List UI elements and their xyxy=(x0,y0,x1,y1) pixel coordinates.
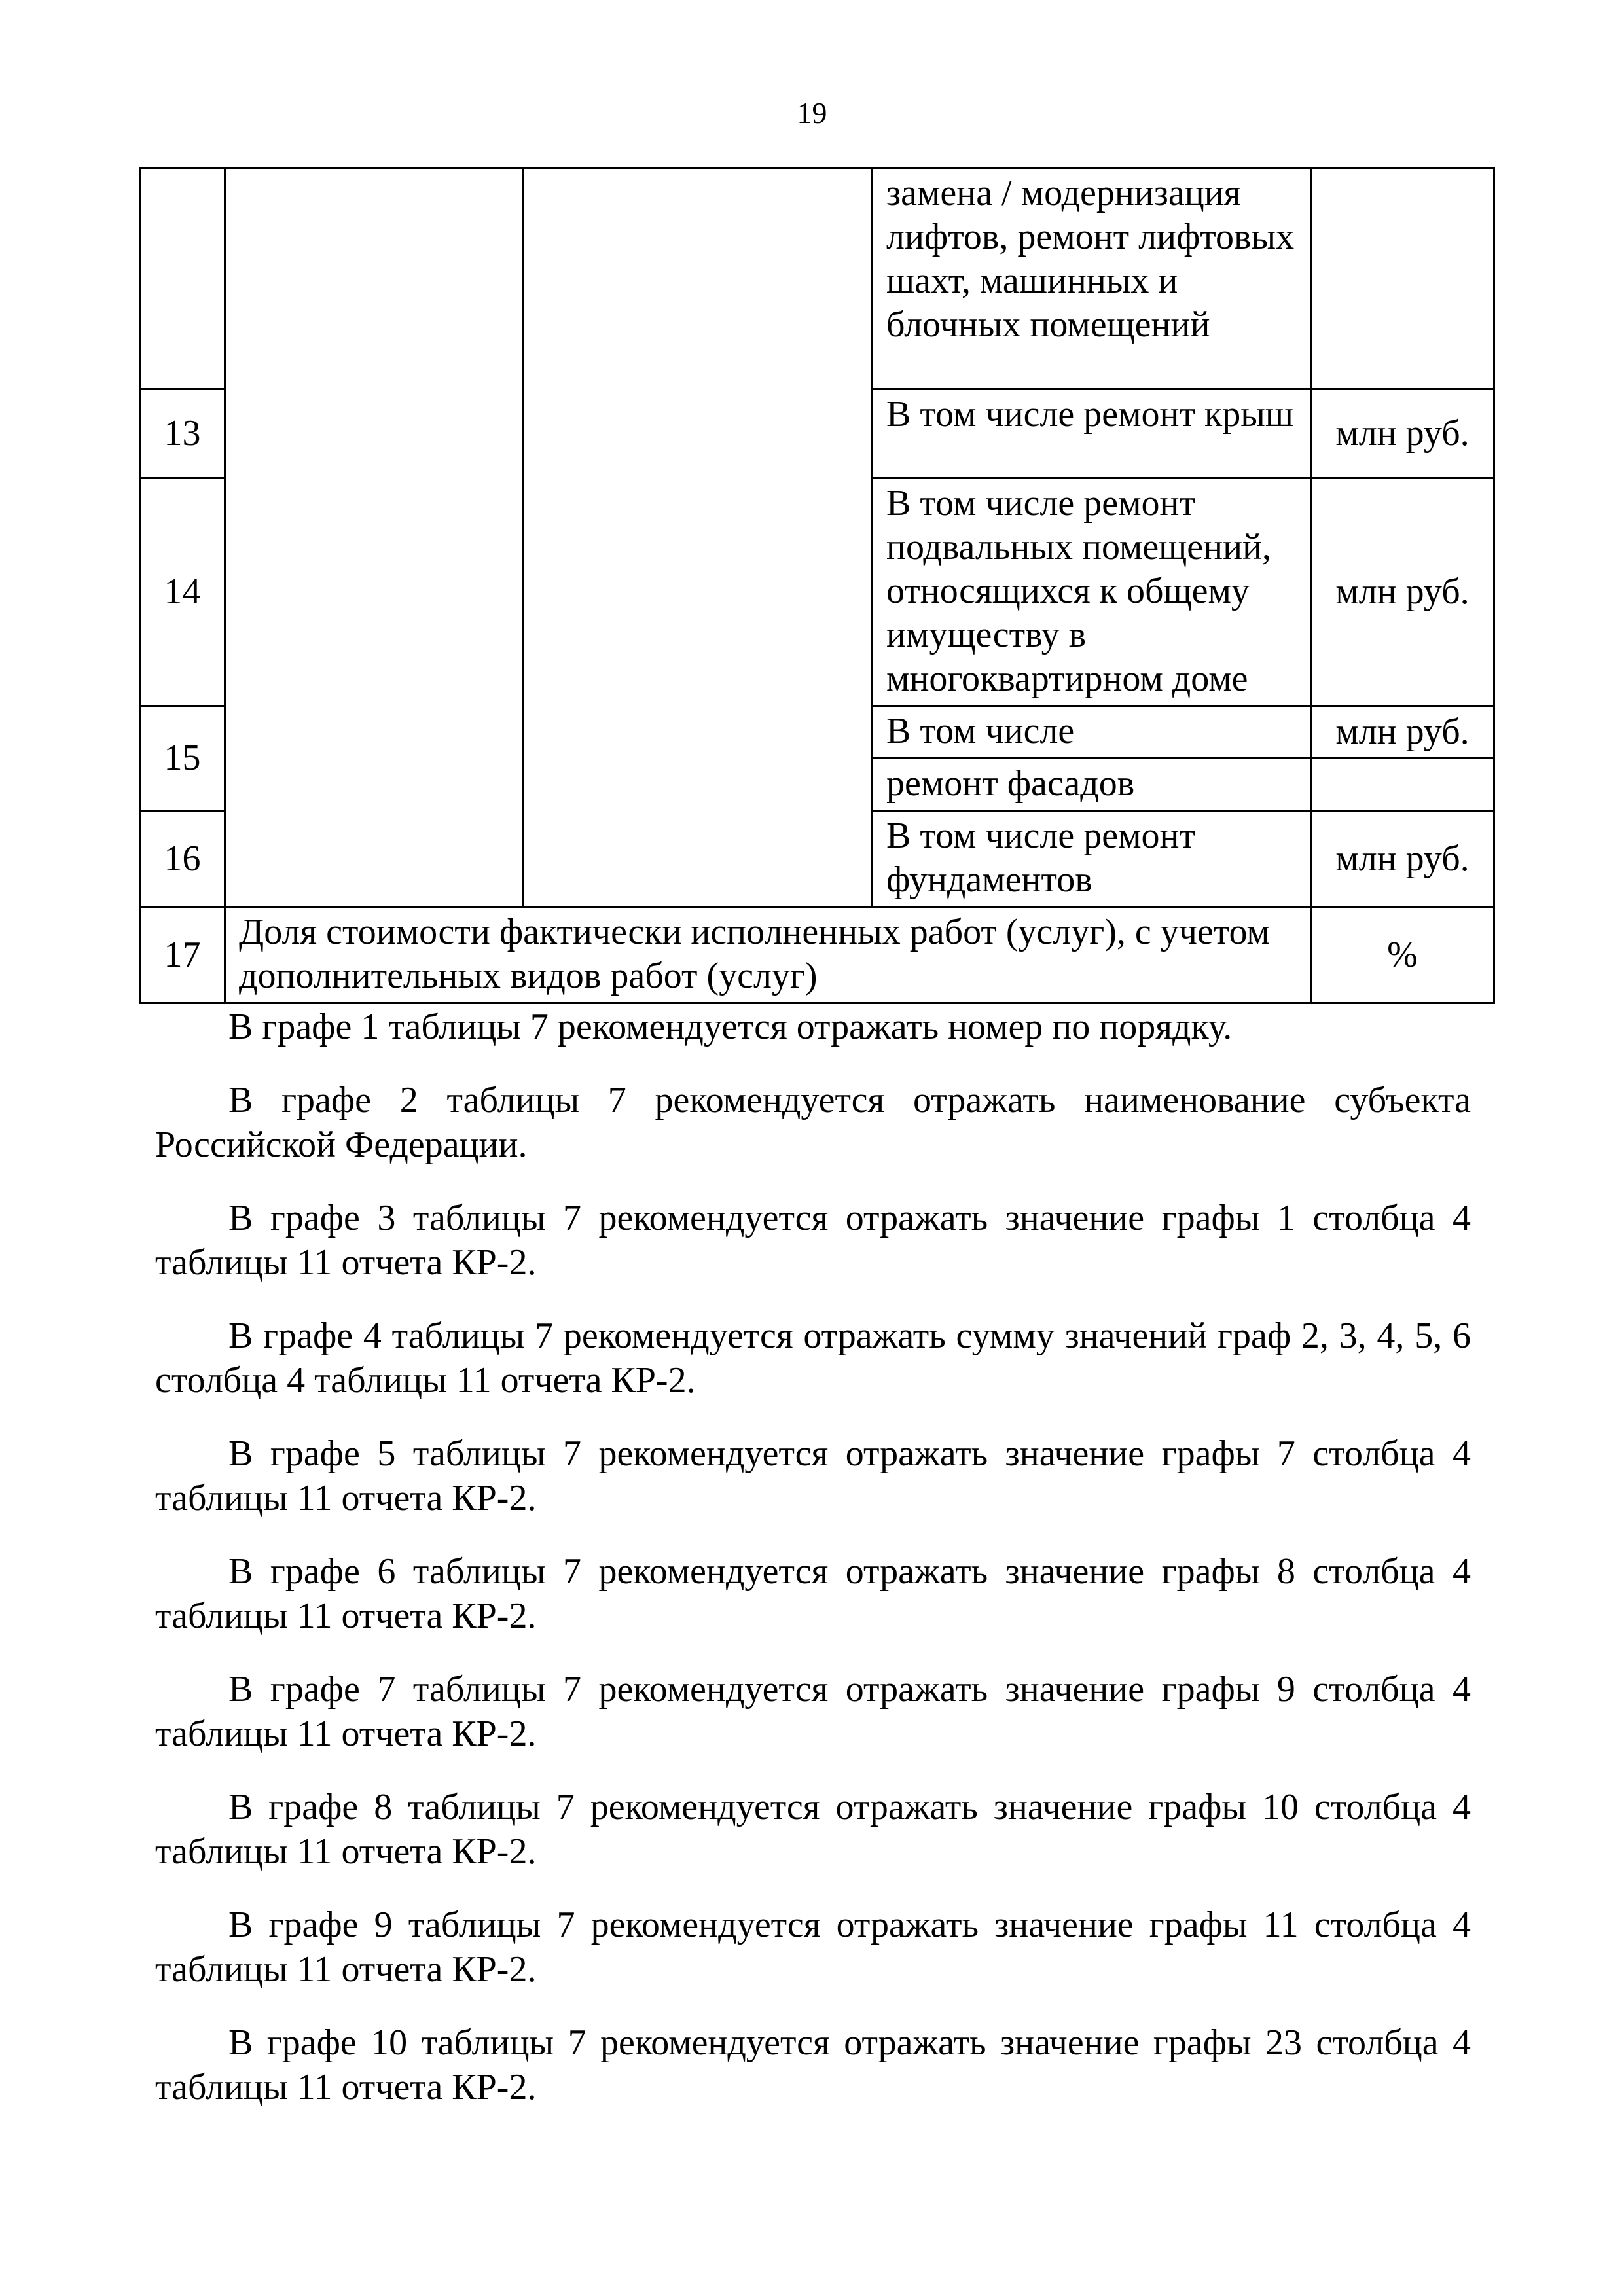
row-description: замена / модернизация лифтов, ремонт лифтовых шахт, машинных и блочных помещений xyxy=(873,168,1311,389)
row-unit xyxy=(1311,759,1494,811)
row-description: В том числе ремонт фундаментов xyxy=(873,811,1311,907)
row-unit: млн руб. xyxy=(1311,478,1494,706)
row-number: 17 xyxy=(140,907,225,1003)
row-unit: млн руб. xyxy=(1311,706,1494,759)
row-unit xyxy=(1311,168,1494,389)
row-number: 16 xyxy=(140,811,225,907)
paragraph: В графе 8 таблицы 7 рекомендуется отражать значение графы 10 столбца 4 таблицы 11 отчета КР-2. xyxy=(155,1787,1471,1872)
empty-merged-cell xyxy=(225,168,524,907)
paragraph: В графе 7 таблицы 7 рекомендуется отражать значение графы 9 столбца 4 таблицы 11 отчета КР-2. xyxy=(155,1669,1471,1754)
table-row xyxy=(140,168,1494,389)
row-number: 15 xyxy=(140,706,225,811)
body-text xyxy=(155,1005,1471,2138)
page-number: 19 xyxy=(797,96,827,130)
row-number: 13 xyxy=(140,389,225,478)
row-unit: % xyxy=(1311,907,1494,1003)
paragraph: В графе 1 таблицы 7 рекомендуется отражать номер по порядку. xyxy=(228,1007,1233,1047)
row-number-cell xyxy=(140,168,225,389)
row-description: В том числе xyxy=(873,706,1311,759)
row-description-continued: ремонт фасадов xyxy=(873,759,1311,811)
paragraph: В графе 10 таблицы 7 рекомендуется отражать значение графы 23 столбца 4 таблицы 11 отчета КР-2. xyxy=(155,2022,1471,2108)
paragraph: В графе 3 таблицы 7 рекомендуется отражать значение графы 1 столбца 4 таблицы 11 отчета КР-2. xyxy=(155,1198,1471,1283)
row-unit: млн руб. xyxy=(1311,389,1494,478)
paragraph: В графе 9 таблицы 7 рекомендуется отражать значение графы 11 столбца 4 таблицы 11 отчета КР-2. xyxy=(155,1905,1471,1990)
table-row xyxy=(140,907,1494,1003)
paragraph: В графе 2 таблицы 7 рекомендуется отражать наименование субъекта Российской Федерации. xyxy=(155,1080,1471,1165)
paragraph: В графе 5 таблицы 7 рекомендуется отражать значение графы 7 столбца 4 таблицы 11 отчета КР-2. xyxy=(155,1433,1471,1518)
row-description: Доля стоимости фактически исполненных работ (услуг), с учетом дополнительных видов работ (услуг) xyxy=(225,907,1311,1003)
row-unit: млн руб. xyxy=(1311,811,1494,907)
paragraph: В графе 4 таблицы 7 рекомендуется отражать сумму значений граф 2, 3, 4, 5, 6 столбца 4 таблицы 11 отчета КР-2. xyxy=(155,1316,1471,1401)
row-description: В том числе ремонт подвальных помещений, относящихся к общему имуществу в многоквартирном доме xyxy=(873,478,1311,706)
row-number: 14 xyxy=(140,478,225,706)
indicators-table xyxy=(139,167,1495,1004)
row-description: В том числе ремонт крыш xyxy=(873,389,1311,478)
paragraph: В графе 6 таблицы 7 рекомендуется отражать значение графы 8 столбца 4 таблицы 11 отчета КР-2. xyxy=(155,1551,1471,1636)
empty-merged-cell xyxy=(524,168,873,907)
